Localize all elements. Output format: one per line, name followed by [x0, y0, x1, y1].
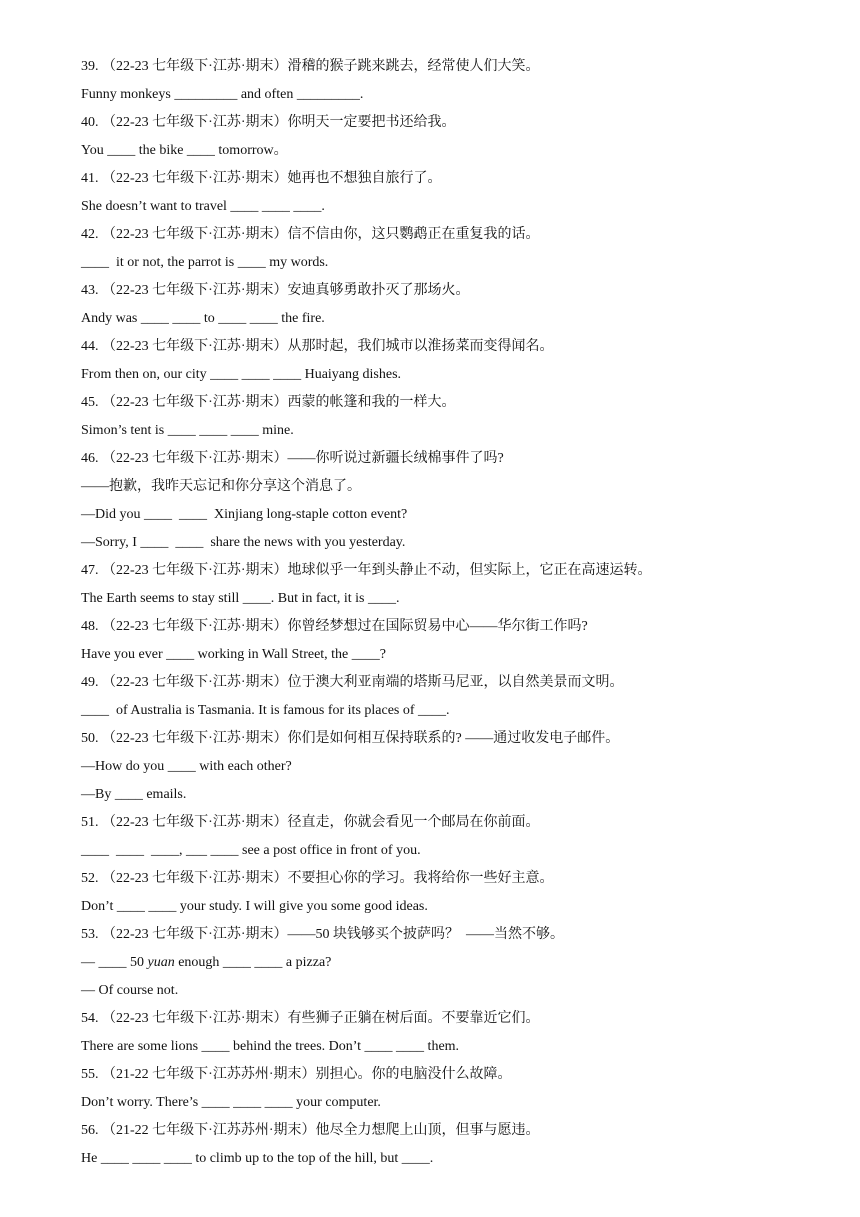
answer-line: — Of course not. [81, 983, 179, 998]
answer-line: —How do you ____ with each other? [81, 759, 292, 774]
answer-line: —By ____ emails. [81, 787, 187, 802]
answer-line: She doesn’t want to travel ____ ____ ____. [81, 199, 325, 214]
answer-line: Don’t ____ ____ your study. I will give you some good ideas. [81, 899, 428, 914]
question-prompt: 46. （22-23 七年级下·江苏·期末）——你听说过新疆长绒棉事件了吗? [81, 451, 504, 466]
answer-line: —Did you ____ ____ Xinjiang long-staple cotton event? [81, 507, 408, 522]
answer-line: Simon’s tent is ____ ____ ____ mine. [81, 423, 294, 438]
question-prompt: 41. （22-23 七年级下·江苏·期末）她再也不想独自旅行了。 [81, 171, 442, 186]
answer-line: The Earth seems to stay still ____. But in fact, it is ____. [81, 591, 400, 606]
question-prompt: 53. （22-23 七年级下·江苏·期末）——50 块钱够买个披萨吗？ ——当然不够。 [81, 927, 564, 942]
question-prompt: 49. （22-23 七年级下·江苏·期末）位于澳大利亚南端的塔斯马尼亚，以自然美景而文明。 [81, 675, 624, 690]
question-prompt: 56. （21-22 七年级下·江苏苏州·期末）他尽全力想爬上山顶，但事与愿违。 [81, 1123, 540, 1138]
answer-line: Funny monkeys _________ and often _________. [81, 87, 364, 102]
answer-line: ——抱歉，我昨天忘记和你分享这个消息了。 [81, 479, 361, 494]
question-prompt: 43. （22-23 七年级下·江苏·期末）安迪真够勇敢扑灭了那场火。 [81, 283, 470, 298]
answer-line: From then on, our city ____ ____ ____ Huaiyang dishes. [81, 367, 402, 382]
answer-line: — ____ 50 yuan enough ____ ____ a pizza? [81, 955, 332, 970]
answer-line: Andy was ____ ____ to ____ ____ the fire. [81, 311, 325, 326]
answer-line: ____ ____ ____, ___ ____ see a post office in front of you. [81, 843, 421, 858]
question-prompt: 50. （22-23 七年级下·江苏·期末）你们是如何相互保持联系的? ——通过收发电子邮件。 [81, 731, 620, 746]
question-prompt: 44. （22-23 七年级下·江苏·期末）从那时起，我们城市以淮扬菜而变得闻名。 [81, 339, 554, 354]
answer-line: You ____ the bike ____ tomorrow。 [81, 143, 288, 158]
answer-line: —Sorry, I ____ ____ share the news with you yesterday. [81, 535, 406, 550]
answer-line: He ____ ____ ____ to climb up to the top of the hill, but ____. [81, 1151, 434, 1166]
answer-line: Have you ever ____ working in Wall Street, the ____? [81, 647, 386, 662]
question-prompt: 52. （22-23 七年级下·江苏·期末）不要担心你的学习。我将给你一些好主意。 [81, 871, 554, 886]
answer-line: There are some lions ____ behind the trees. Don’t ____ ____ them. [81, 1039, 460, 1054]
question-prompt: 45. （22-23 七年级下·江苏·期末）西蒙的帐篷和我的一样大。 [81, 395, 456, 410]
question-prompt: 42. （22-23 七年级下·江苏·期末）信不信由你，这只鹦鹉正在重复我的话。 [81, 227, 540, 242]
answer-line: Don’t worry. There’s ____ ____ ____ your computer. [81, 1095, 381, 1110]
question-prompt: 48. （22-23 七年级下·江苏·期末）你曾经梦想过在国际贸易中心——华尔街工作吗? [81, 619, 588, 634]
question-prompt: 51. （22-23 七年级下·江苏·期末）径直走，你就会看见一个邮局在你前面。 [81, 815, 540, 830]
question-prompt: 40. （22-23 七年级下·江苏·期末）你明天一定要把书还给我。 [81, 115, 456, 130]
question-prompt: 47. （22-23 七年级下·江苏·期末）地球似乎一年到头静止不动，但实际上，它正在高速运转。 [81, 563, 652, 578]
answer-line: ____ of Australia is Tasmania. It is famous for its places of ____. [81, 703, 450, 718]
question-prompt: 54. （22-23 七年级下·江苏·期末）有些狮子正躺在树后面。不要靠近它们。 [81, 1011, 540, 1026]
question-prompt: 55. （21-22 七年级下·江苏苏州·期末）别担心。你的电脑没什么故障。 [81, 1067, 512, 1082]
question-prompt: 39. （22-23 七年级下·江苏·期末）滑稽的猴子跳来跳去，经常使人们大笑。 [81, 59, 540, 74]
answer-line: ____ it or not, the parrot is ____ my words. [81, 255, 329, 270]
